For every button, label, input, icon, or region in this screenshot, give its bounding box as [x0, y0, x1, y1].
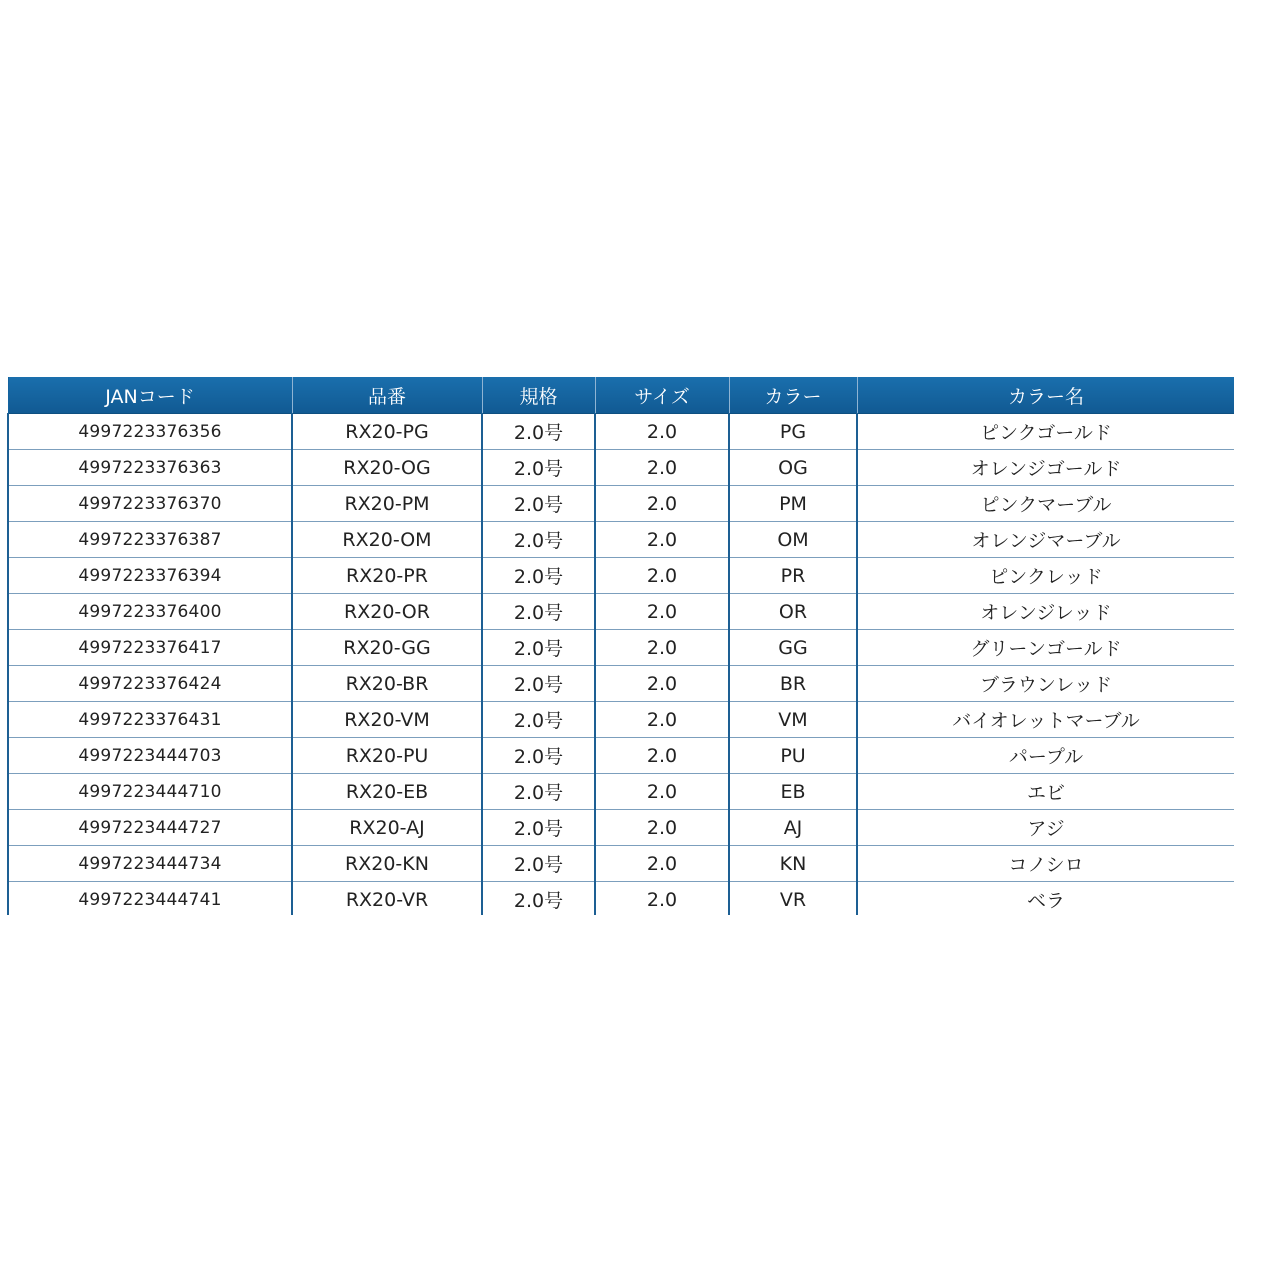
spec-cell: 2.0号	[482, 486, 595, 522]
color-code-cell: BR	[729, 666, 857, 702]
table-row	[8, 486, 1234, 522]
jan-code-cell: 4997223376387	[8, 522, 292, 558]
size-cell: 2.0	[595, 738, 729, 774]
header-jan-code: JANコード	[8, 377, 292, 414]
header-size: サイズ	[595, 377, 729, 414]
table-row	[8, 558, 1234, 594]
size-cell: 2.0	[595, 486, 729, 522]
table-row	[8, 522, 1234, 558]
table-row	[8, 846, 1234, 882]
size-cell: 2.0	[595, 522, 729, 558]
jan-code-cell: 4997223376400	[8, 594, 292, 630]
size-cell: 2.0	[595, 810, 729, 846]
jan-code-cell: 4997223376363	[8, 450, 292, 486]
color-code-cell: GG	[729, 630, 857, 666]
color-name-cell: オレンジレッド	[857, 594, 1234, 630]
spec-cell: 2.0号	[482, 630, 595, 666]
color-name-cell: エビ	[857, 774, 1234, 810]
color-code-cell: KN	[729, 846, 857, 882]
jan-code-cell: 4997223376424	[8, 666, 292, 702]
color-code-cell: PR	[729, 558, 857, 594]
item-number-cell: RX20-OG	[292, 450, 482, 486]
spec-cell: 2.0号	[482, 666, 595, 702]
color-name-cell: ピンクレッド	[857, 558, 1234, 594]
table-row	[8, 882, 1234, 916]
color-code-cell: EB	[729, 774, 857, 810]
size-cell: 2.0	[595, 846, 729, 882]
table-header-row	[8, 377, 1234, 414]
color-name-cell: ピンクマーブル	[857, 486, 1234, 522]
jan-code-cell: 4997223376356	[8, 414, 292, 450]
color-name-cell: バイオレットマーブル	[857, 702, 1234, 738]
jan-code-cell: 4997223376431	[8, 702, 292, 738]
jan-code-cell: 4997223444734	[8, 846, 292, 882]
spec-cell: 2.0号	[482, 414, 595, 450]
header-color-name: カラー名	[857, 377, 1234, 414]
table-row	[8, 738, 1234, 774]
jan-code-cell: 4997223444710	[8, 774, 292, 810]
color-name-cell: オレンジゴールド	[857, 450, 1234, 486]
spec-cell: 2.0号	[482, 558, 595, 594]
color-code-cell: PG	[729, 414, 857, 450]
color-name-cell: ピンクゴールド	[857, 414, 1234, 450]
color-code-cell: VM	[729, 702, 857, 738]
jan-code-cell: 4997223376370	[8, 486, 292, 522]
size-cell: 2.0	[595, 774, 729, 810]
item-number-cell: RX20-KN	[292, 846, 482, 882]
spec-cell: 2.0号	[482, 774, 595, 810]
item-number-cell: RX20-VR	[292, 882, 482, 916]
size-cell: 2.0	[595, 414, 729, 450]
product-table	[7, 377, 1234, 915]
spec-cell: 2.0号	[482, 738, 595, 774]
spec-cell: 2.0号	[482, 450, 595, 486]
item-number-cell: RX20-BR	[292, 666, 482, 702]
table-row	[8, 774, 1234, 810]
color-name-cell: アジ	[857, 810, 1234, 846]
header-item-number: 品番	[292, 377, 482, 414]
spec-cell: 2.0号	[482, 846, 595, 882]
jan-code-cell: 4997223444741	[8, 882, 292, 916]
jan-code-cell: 4997223444703	[8, 738, 292, 774]
color-name-cell: ベラ	[857, 882, 1234, 916]
color-code-cell: AJ	[729, 810, 857, 846]
size-cell: 2.0	[595, 558, 729, 594]
table-row	[8, 594, 1234, 630]
item-number-cell: RX20-PG	[292, 414, 482, 450]
color-name-cell: コノシロ	[857, 846, 1234, 882]
size-cell: 2.0	[595, 450, 729, 486]
item-number-cell: RX20-OM	[292, 522, 482, 558]
spec-cell: 2.0号	[482, 522, 595, 558]
size-cell: 2.0	[595, 594, 729, 630]
table-row	[8, 702, 1234, 738]
size-cell: 2.0	[595, 666, 729, 702]
spec-cell: 2.0号	[482, 810, 595, 846]
size-cell: 2.0	[595, 702, 729, 738]
item-number-cell: RX20-GG	[292, 630, 482, 666]
spec-cell: 2.0号	[482, 702, 595, 738]
table-row	[8, 666, 1234, 702]
size-cell: 2.0	[595, 882, 729, 916]
item-number-cell: RX20-EB	[292, 774, 482, 810]
table-row	[8, 414, 1234, 450]
jan-code-cell: 4997223444727	[8, 810, 292, 846]
color-code-cell: VR	[729, 882, 857, 916]
table-row	[8, 630, 1234, 666]
jan-code-cell: 4997223376394	[8, 558, 292, 594]
color-code-cell: PU	[729, 738, 857, 774]
color-code-cell: PM	[729, 486, 857, 522]
color-code-cell: OR	[729, 594, 857, 630]
item-number-cell: RX20-VM	[292, 702, 482, 738]
item-number-cell: RX20-OR	[292, 594, 482, 630]
item-number-cell: RX20-PR	[292, 558, 482, 594]
color-name-cell: パープル	[857, 738, 1234, 774]
color-name-cell: グリーンゴールド	[857, 630, 1234, 666]
spec-cell: 2.0号	[482, 594, 595, 630]
item-number-cell: RX20-PU	[292, 738, 482, 774]
color-code-cell: OM	[729, 522, 857, 558]
product-table-container	[7, 377, 1234, 915]
size-cell: 2.0	[595, 630, 729, 666]
color-code-cell: OG	[729, 450, 857, 486]
jan-code-cell: 4997223376417	[8, 630, 292, 666]
color-name-cell: オレンジマーブル	[857, 522, 1234, 558]
table-row	[8, 810, 1234, 846]
header-spec: 規格	[482, 377, 595, 414]
item-number-cell: RX20-AJ	[292, 810, 482, 846]
color-name-cell: ブラウンレッド	[857, 666, 1234, 702]
spec-cell: 2.0号	[482, 882, 595, 916]
table-row	[8, 450, 1234, 486]
item-number-cell: RX20-PM	[292, 486, 482, 522]
header-color: カラー	[729, 377, 857, 414]
